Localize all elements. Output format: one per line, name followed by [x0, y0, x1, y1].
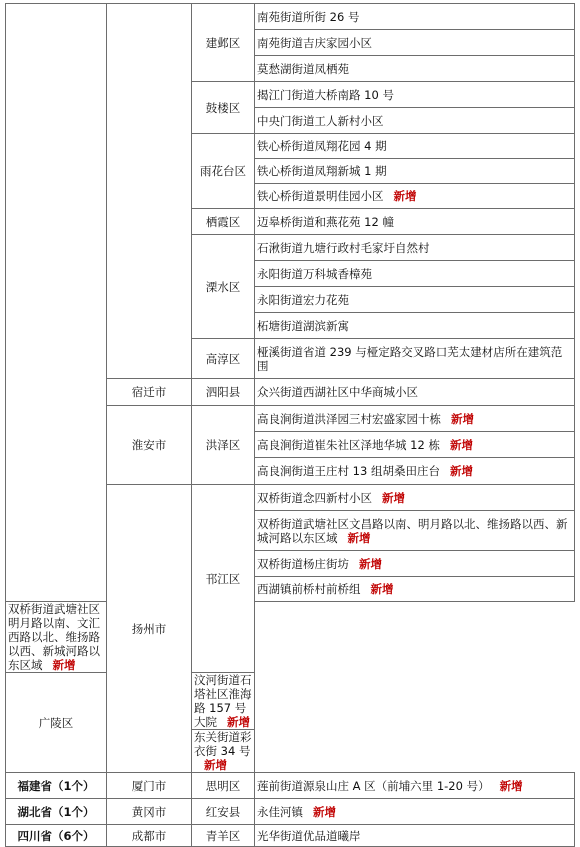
new-badge: 新增 — [347, 530, 371, 545]
address-text: 东关街道彩衣街 34 号 — [194, 730, 252, 758]
address-cell: 中央门街道工人新村小区 — [255, 108, 575, 134]
new-badge: 新增 — [451, 411, 474, 426]
province-cell: 四川省（6个） — [6, 825, 107, 847]
address-cell — [192, 730, 255, 773]
new-badge: 新增 — [359, 556, 382, 571]
address-cell: 光华街道优品道曦岸 — [255, 825, 575, 847]
address-cell — [255, 134, 575, 159]
address-text: 双桥街道杨庄街坊 — [257, 556, 349, 571]
new-badge: 新增 — [370, 582, 394, 596]
city-cell: 宿迁市 — [107, 379, 192, 406]
district-cell: 思明区 — [192, 773, 255, 799]
district-cell: 红安县 — [192, 799, 255, 825]
address-cell: 永阳街道万科城香樟苑 — [255, 261, 575, 287]
city-cell: 淮安市 — [107, 406, 192, 485]
district-cell: 邗江区 — [192, 485, 255, 673]
district-cell: 鼓楼区 — [192, 82, 255, 134]
address-cell: 迈皋桥街道和燕花苑 12 幢 — [255, 209, 575, 235]
address-cell — [255, 432, 575, 458]
new-badge: 新增 — [393, 189, 417, 203]
address-text: 铁心桥街道凤翔新城 1 期 — [257, 164, 387, 178]
address-text: 永佳河镇 — [257, 804, 303, 819]
address-cell: 众兴街道西湖社区中华商城小区 — [255, 379, 575, 406]
address-cell — [255, 773, 575, 799]
province-cell-jiangsu — [6, 4, 107, 602]
address-text: 铁心桥街道凤翔花园 4 期 — [257, 139, 387, 153]
address-cell — [255, 458, 575, 485]
new-badge: 新增 — [204, 758, 227, 772]
new-badge: 新增 — [449, 437, 473, 452]
district-cell: 建邺区 — [192, 4, 255, 82]
address-cell: 莫愁湖街道凤栖苑 — [255, 56, 575, 82]
new-badge: 新增 — [52, 658, 76, 672]
new-badge: 新增 — [313, 804, 336, 819]
address-text: 汶河街道石塔社区淮海路 157 号大院 — [194, 673, 252, 729]
address-text: 高良涧街道洪泽园三村宏盛家园十栋 — [257, 411, 441, 426]
address-text: 西湖镇前桥村前桥组 — [257, 582, 361, 596]
city-cell: 厦门市 — [107, 773, 192, 799]
province-cell: 福建省（1个） — [6, 773, 107, 799]
address-cell — [255, 511, 575, 551]
district-cell: 高淳区 — [192, 339, 255, 379]
district-cell: 栖霞区 — [192, 209, 255, 235]
address-text: 双桥街道武塘社区明月路以南、文汇西路以北、维扬路以西、新城河路以东区域 — [8, 602, 100, 672]
address-cell — [6, 602, 107, 673]
city-cell: 成都市 — [107, 825, 192, 847]
address-cell — [192, 673, 255, 730]
address-cell — [255, 184, 575, 209]
address-cell: 永阳街道宏力花苑 — [255, 287, 575, 313]
address-cell — [255, 799, 575, 825]
address-cell — [255, 406, 575, 432]
city-cell-nanjing — [107, 4, 192, 379]
new-badge: 新增 — [382, 490, 405, 505]
new-badge: 新增 — [499, 778, 523, 793]
new-badge: 新增 — [227, 715, 250, 729]
address-cell: 柘塘街道湖滨新寓 — [255, 313, 575, 339]
address-cell: 南苑街道所街 26 号 — [255, 4, 575, 30]
district-cell: 洪泽区 — [192, 406, 255, 485]
risk-area-table — [5, 3, 575, 847]
address-cell — [255, 577, 575, 602]
district-cell: 溧水区 — [192, 235, 255, 339]
address-text: 双桥街道念四新村小区 — [257, 490, 372, 505]
district-cell: 雨花台区 — [192, 134, 255, 209]
address-cell: 石湫街道九塘行政村毛家圩自然村 — [255, 235, 575, 261]
province-cell: 湖北省（1个） — [6, 799, 107, 825]
address-cell: 揭江门街道大桥南路 10 号 — [255, 82, 575, 108]
address-cell — [255, 485, 575, 511]
address-text: 高良涧街道崔朱社区泽地华城 12 栋 — [257, 437, 440, 452]
address-cell — [255, 159, 575, 184]
city-cell: 扬州市 — [107, 485, 192, 773]
district-cell: 泗阳县 — [192, 379, 255, 406]
city-cell: 黄冈市 — [107, 799, 192, 825]
address-text: 莲前街道源泉山庄 A 区（前埔六里 1-20 号） — [257, 778, 490, 793]
address-text: 双桥街道武塘社区文昌路以南、明月路以北、维扬路以西、新城河路以东区域 — [257, 516, 568, 545]
district-cell: 青羊区 — [192, 825, 255, 847]
new-badge: 新增 — [449, 464, 473, 478]
district-cell: 广陵区 — [6, 673, 107, 773]
address-cell — [255, 551, 575, 577]
address-text: 高良涧街道王庄村 13 组胡桑田庄台 — [257, 464, 440, 478]
address-text: 铁心桥街道景明佳园小区 — [257, 189, 384, 203]
address-cell: 南苑街道吉庆家园小区 — [255, 30, 575, 56]
address-cell: 桠溪街道省道 239 与桠定路交叉路口芜太建材店所在建筑范围 — [255, 339, 575, 379]
